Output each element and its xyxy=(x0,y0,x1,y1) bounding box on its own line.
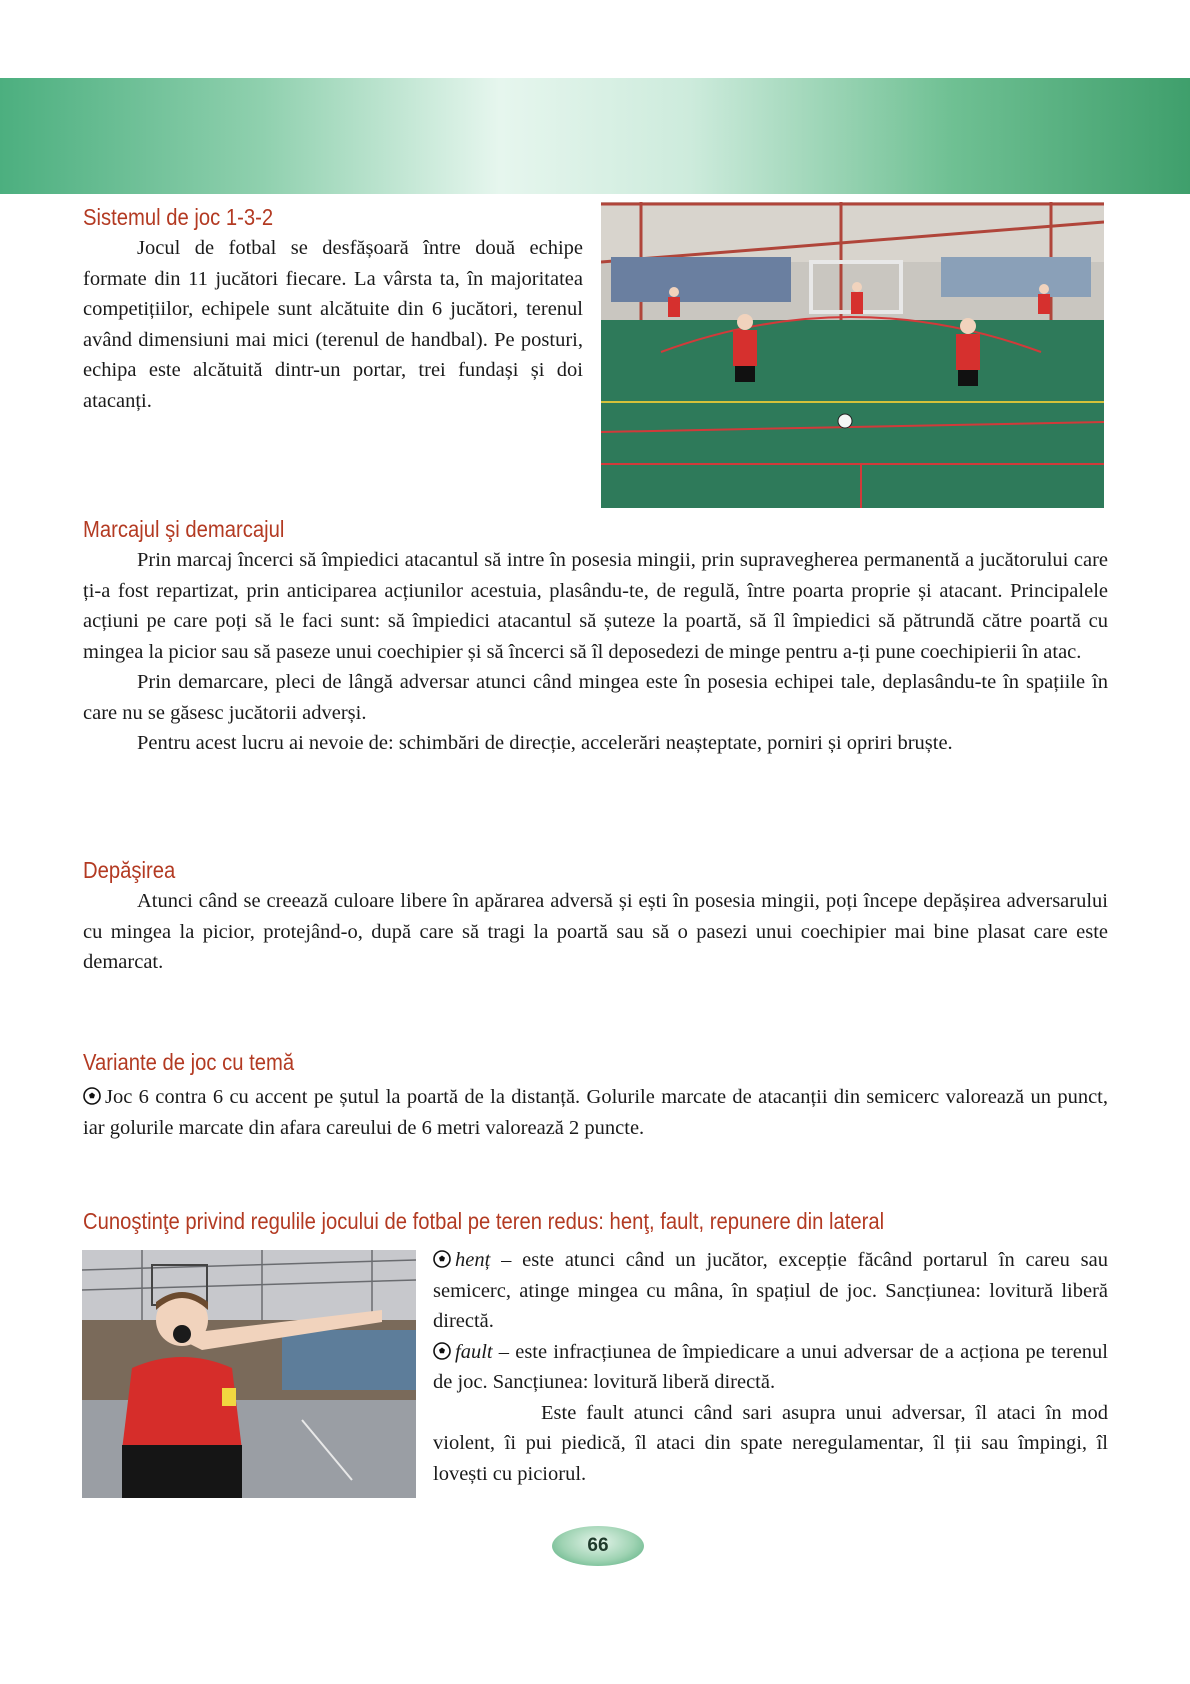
section-title-depasirea: Depăşirea xyxy=(83,857,176,883)
section-text-depasirea: Atunci când se creează culoare libere în apărarea adversă și ești în posesia mingii, poți începe depășirea adversarului cu mingea la picior, protejând-o, după care să tragi la poartă sau să o pasezi unui coechipier mai bine plasat care este demarcat. xyxy=(83,890,1108,973)
soccer-ball-icon xyxy=(433,1247,451,1265)
futsal-court-photo xyxy=(601,202,1104,508)
term-fault: fault xyxy=(455,1340,493,1363)
referee-whistle-photo xyxy=(82,1250,416,1498)
section-text-sistemul-de-joc: Jocul de fotbal se desfășoară între două echipe formate din 11 jucători fiecare. La vârsta ta, în majoritatea competițiilor, echipele sunt alcătuite din 6 jucători, terenul având dimensiuni mai mici (terenul de handbal). Pe posturi, echipa este alcătuită dintr-un portar, trei fundași și doi atacanți. xyxy=(83,237,583,412)
section-text-marcajul: Prin marcaj încerci să împiedici atacantul să intre în posesia mingii, prin supravegherea permanentă a jucătorului care ți-a fost repartizat, prin anticiparea acțiunilor acestuia, plasându-te, de regulă, între poarta proprie și atacant. Principalele acțiuni pe care poți să le faci sunt: să împiedici atacantul să șuteze la poartă, să îl împiedici să pătrundă către poartă cu mingea la picior sau să paseze unui coechipier și să încerci să îl deposedezi de minge pentru a-ți pune coechipierii în atac. Prin demarcare, pleci de lângă adversar atunci când mingea este în posesia echipei tale, deplasându-te în spațiile în care nu se găsesc jucătorii adverși. Pentru acest lucru ai nevoie de: schimbări de direcție, accelerări neașteptate, porniri și opriri bruște. xyxy=(83,549,1108,754)
section-text-reguli: henț – este atunci când un jucător, excepție făcând portarul în careu sau semicerc, atinge mingea cu mâna, în spațiul de joc. Sancțiunea: lovitură liberă directă. fault – este infracțiunea de împiedicare a unui adversar de a acționa pe terenul de joc. Sancțiunea: lovitură liberă directă. Este fault atunci când sari asupra unui adversar, îl ataci în mod violent, îi pui piedică, îl ataci din spate neregulamentar, îl ții sau împingi, îl lovești cu piciorul. xyxy=(433,1249,1108,1485)
page-number: 66 xyxy=(552,1526,644,1566)
section-title-reguli: Cunoştinţe privind regulile jocului de fotbal pe teren redus: henţ, fault, repunere din lateral xyxy=(83,1208,885,1234)
term-hent: henț xyxy=(455,1249,491,1271)
section-title-sistemul-de-joc: Sistemul de joc 1-3-2 xyxy=(83,204,274,230)
soccer-ball-icon xyxy=(83,1084,101,1102)
soccer-ball-icon xyxy=(433,1339,451,1357)
section-title-marcajul: Marcajul şi demarcajul xyxy=(83,516,285,542)
section-title-variante: Variante de joc cu temă xyxy=(83,1049,295,1075)
header-band xyxy=(0,78,1190,194)
section-text-variante: Joc 6 contra 6 cu accent pe șutul la poartă de la distanță. Golurile marcate de atacanții din semicerc valorează un punct, iar golurile marcate din afara careului de 6 metri valorează 2 puncte. xyxy=(83,1086,1108,1139)
